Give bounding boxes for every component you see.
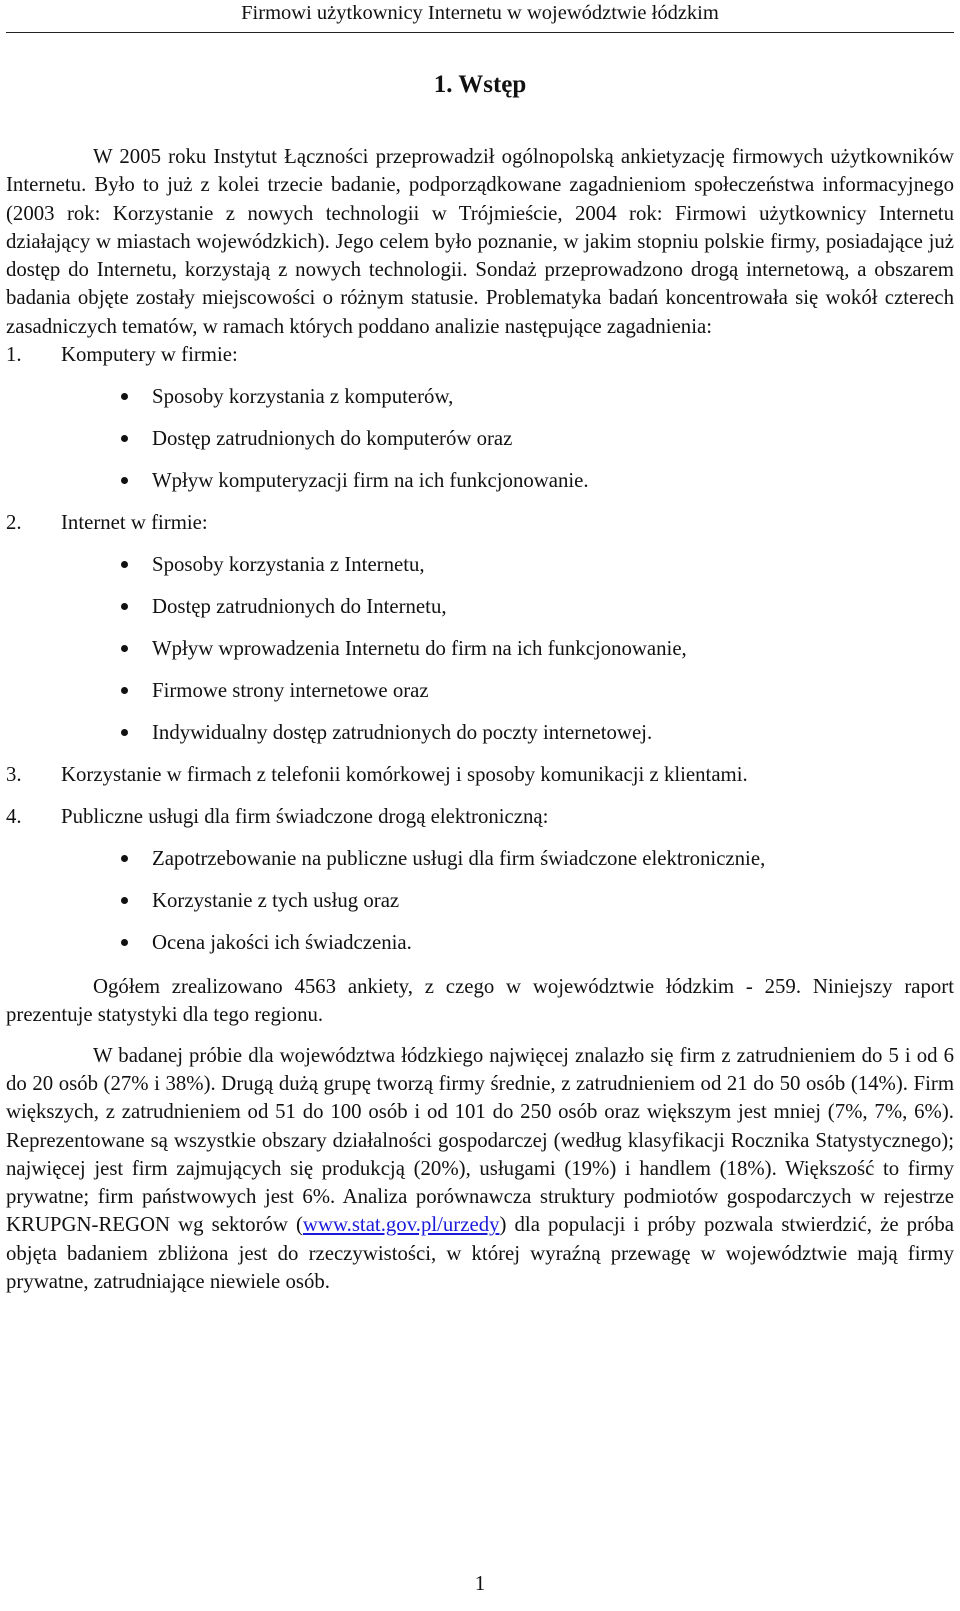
topic-4-bullets (6, 845, 954, 971)
topic-label: Publiczne usługi dla firm świadczone drogą elektroniczną: (61, 805, 549, 829)
bullet-icon (121, 561, 128, 568)
list-item: Wpływ komputeryzacji firm na ich funkcjonowanie. (6, 467, 954, 509)
summary-paragraph: Ogółem zrealizowano 4563 ankiety, z czego w województwie łódzkim - 259. Niniejszy raport prezentuje statystyki dla tego regionu. (6, 975, 954, 1027)
sample-text-before-link: W badanej próbie dla województwa łódzkiego najwięcej znalazło się firm z zatrudnieniem do 5 i od 6 do 20 osób (27% i 38%). Drugą dużą grupę tworzą firmy średnie, z zatrudnieniem od 21 do 50 osób (14%). Firm większych, z zatrudnieniem od 51 do 100 osób i od 101 do 250 osób oraz większym jest mniej (7%, 7%, 6%). Reprezentowane są wszystkie obszary działalności gospodarczej (według klasyfikacji Rocznika Statystycznego); najwięcej jest firm zajmujących się produkcją (20%), usługami (19%) i handlem (18%). Większość to firmy prywatne; firm państwowych jest 6%. Analiza porównawcza struktury podmiotów gospodarczych w rejestrze KRUPGN-REGON wg sektorów ( (6, 1043, 954, 1237)
bullet-icon (121, 687, 128, 694)
stat-gov-link[interactable]: www.stat.gov.pl/urzedy (302, 1213, 500, 1237)
topic-label: Internet w firmie: (61, 511, 208, 535)
topic-number: 4. (6, 805, 22, 829)
list-item: Ocena jakości ich świadczenia. (6, 929, 954, 971)
list-item: Sposoby korzystania z komputerów, (6, 383, 954, 425)
list-item: Wpływ wprowadzenia Internetu do firm na ich funkcjonowanie, (6, 635, 954, 677)
running-header: Firmowi użytkownicy Internetu w województwie łódzkim (241, 2, 719, 24)
section-title: 1. Wstęp (433, 71, 527, 98)
topic-1-bullets (6, 383, 954, 509)
topic-number: 3. (6, 763, 22, 787)
bullet-icon (121, 939, 128, 946)
header-rule (6, 32, 954, 33)
topic-1 (6, 341, 954, 383)
sample-paragraph (6, 1042, 954, 1297)
topic-2 (6, 509, 954, 551)
list-item: Sposoby korzystania z Internetu, (6, 551, 954, 593)
list-item: Korzystanie z tych usług oraz (6, 887, 954, 929)
topic-number: 1. (6, 343, 22, 367)
page-number: 1 (474, 1571, 486, 1595)
bullet-icon (121, 435, 128, 442)
bullet-icon (121, 855, 128, 862)
list-item: Dostęp zatrudnionych do komputerów oraz (6, 425, 954, 467)
intro-paragraph: W 2005 roku Instytut Łączności przeprowadził ogólnopolską ankietyzację firmowych użytkowników Internetu. Było to już z kolei trzecie badanie, podporządkowane zagadnieniom społeczeństwa informacyjnego (2003 rok: Korzystanie z nowych technologii w Trójmieście, 2004 rok: Firmowi użytkownicy Internetu działający w miastach wojewódzkich). Jego celem było poznanie, w jakim stopniu polskie firmy, posiadające już dostęp do Internetu, korzystają z nowych technologii. Sondaż przeprowadzono drogą internetową, a obszarem badania objęte zostały miejscowości o różnym statusie. Problematyka badań koncentrowała się wokół czterech zasadniczych tematów, w ramach których poddano analizie następujące zagadnienia: (6, 145, 954, 338)
list-item: Dostęp zatrudnionych do Internetu, (6, 593, 954, 635)
bullet-icon (121, 393, 128, 400)
list-item: Firmowe strony internetowe oraz (6, 677, 954, 719)
bullet-icon (121, 477, 128, 484)
bullet-icon (121, 897, 128, 904)
topic-3 (6, 761, 954, 803)
list-item: Zapotrzebowanie na publiczne usługi dla firm świadczone elektronicznie, (6, 845, 954, 887)
list-item: Indywidualny dostęp zatrudnionych do poczty internetowej. (6, 719, 954, 761)
bullet-icon (121, 603, 128, 610)
bullet-icon (121, 645, 128, 652)
document-body (6, 143, 954, 1296)
topic-label: Komputery w firmie: (61, 343, 238, 367)
sample-text-after-link: ) dla populacji i próby pozwala stwierdzić, że próba objęta badaniem zbliżona jest do rzeczywistości, w której wyraźną przewagę w województwie mają firmy prywatne, zatrudniające niewiele osób. (6, 1213, 954, 1294)
topic-2-bullets (6, 551, 954, 761)
bullet-icon (121, 729, 128, 736)
topic-label: Korzystanie w firmach z telefonii komórkowej i sposoby komunikacji z klientami. (61, 763, 748, 787)
topic-number: 2. (6, 511, 22, 535)
topic-4 (6, 803, 954, 845)
